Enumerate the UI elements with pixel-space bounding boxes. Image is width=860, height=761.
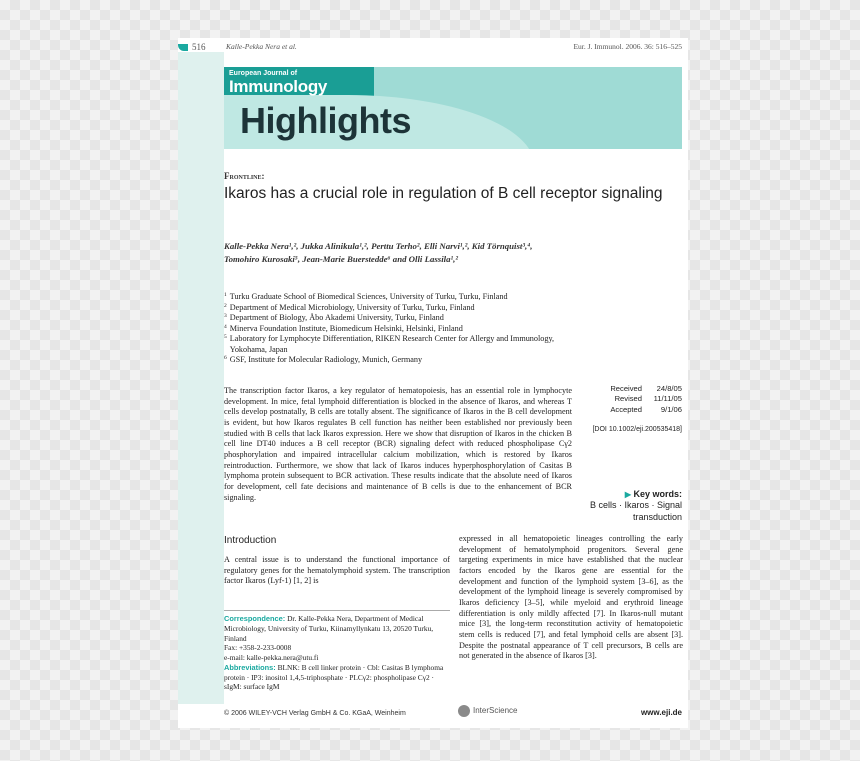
journal-page [178, 38, 688, 728]
affiliation-item [224, 334, 574, 355]
affiliation-number: 5 [224, 334, 227, 340]
abstract: The transcription factor Ikaros, a key regulator of hematopoiesis, has an essential role in lymphocyte development. In mice, fetal lymphoid differentiation is blocked in the absence of Ikaros, and whereas T cells develop postnatally, B cells are totally absent. The significance of Ikaros in the B cell development is evident, but how Ikaros regulates B cell function has neither been established nor previously been studied with B cells that lack Ikaros expression. Here we show that disruption of Ikaros in the chicken B cell line DT40 induces a B cell receptor (BCR) signaling defect with reduced phospholipase Cγ2 phosphorylation and impaired intracellular calcium mobilization, which is restored by Ikaros reintroduction. Furthermore, we show that lack of Ikaros induces hyperphosphorylation of Casitas B lymphoma protein subsequent to BCR activation. These results indicate that the absolute need of Ikaros for development, cell fate decisions and maintenance of B cells is due to the enhancement of BCR signaling. [224, 386, 572, 502]
affiliation-text: GSF, Institute for Molecular Radiology, Munich, Germany [229, 355, 423, 364]
affiliation-text: Turku Graduate School of Biomedical Sciences, University of Turku, Turku, Finland [229, 292, 508, 301]
affiliation-number: 3 [224, 313, 227, 319]
wiley-logo-icon [458, 705, 470, 717]
affiliation-number: 2 [224, 302, 227, 309]
page-number: 516 [178, 42, 206, 54]
affiliation-number: 4 [224, 323, 227, 330]
affiliation-item [224, 303, 574, 314]
author-list: Kalle-Pekka Nera¹,², Jukka Alinikula¹,², Perttu Terho², Elli Narvi¹,², Kid Törnquist³,⁴, Tomohiro Kurosaki⁵, Jean-Marie Buerstedde⁶ and Olli Lassila¹,² [224, 241, 533, 265]
journal-url[interactable]: www.eji.de [640, 708, 682, 717]
correspondence-block [224, 614, 450, 692]
keywords: B cells · Ikaros · Signal transduction [589, 500, 682, 522]
margin-strip [178, 52, 224, 704]
affiliation-item [224, 355, 574, 366]
correspondence-email[interactable]: e-mail: kalle-pekka.nera@utu.fi [224, 653, 319, 663]
journal-name-small: European Journal of [229, 70, 298, 77]
affiliation-number: 6 [224, 355, 227, 361]
affiliations [224, 292, 574, 366]
affiliation-item [224, 324, 574, 335]
correspondence-label: Correspondence: [224, 614, 286, 623]
highlights-banner [224, 67, 682, 149]
date-value: 11/11/05 [653, 394, 682, 404]
correspondence-address: Dr. Kalle-Pekka Nera, Department of Medical Microbiology, University of Turku, Kiinamyllynkatu 13, 20520 Turku, Finland [224, 614, 434, 643]
arrow-right-icon: ▶ [624, 490, 631, 499]
journal-name-large: Immunology [229, 77, 328, 96]
affiliation-item [224, 292, 574, 303]
date-row [582, 384, 682, 394]
date-label: Received [610, 384, 642, 393]
interscience-logo: InterScience [458, 705, 517, 717]
correspondence-fax: Fax: +358-2-233-0008 [224, 643, 292, 653]
intro-paragraph: A central issue is to understand the functional importance of regulatory genes for the hematolymphoid system. The transcription factor Ikaros (Lyf-1) [1, 2] is [224, 555, 450, 586]
date-row [582, 394, 682, 404]
right-column-text: expressed in all hematopoietic lineages controlling the early development of hematolymphoid progenitors. Several gene targeting experiments in mice have established that the nuclear factors encoded by the Ikaros gene are essential for the development and function of the lymphoid system [3–6], as the development of the lymphoid lineage is severely compromised by Ikaros deficiency [3–5], while myeloid and erythroid lineage differentiation is only mildly affected [7]. In Ikaros-null mutant mice [3], the long-term reconstitution activity of hematopoietic stem cells is reduced [7], and fetal lymphoid cells are absent [3]. Despite the postnatal appearance of T cell precursors, B cells are not generated in the absence of Ikaros [3]. [459, 534, 683, 661]
abbreviations-label: Abbreviations: [224, 662, 276, 672]
frontline-label: Frontline: [224, 171, 265, 181]
affiliation-item [224, 313, 574, 324]
date-row [582, 405, 682, 415]
running-author: Kalle-Pekka Nera et al. [226, 42, 297, 51]
intro-heading: Introduction [224, 535, 277, 546]
affiliation-text: Laboratory for Lymphocyte Differentiation, RIKEN Research Center for Allergy and Immunology, Yokohama, Japan [229, 334, 555, 354]
keywords-heading: ▶ Key words: [624, 489, 682, 499]
article-title: Ikaros has a crucial role in regulation of B cell receptor signaling [224, 185, 663, 202]
article-dates [582, 384, 682, 415]
running-journal: Eur. J. Immunol. 2006. 36: 516–525 [573, 42, 682, 51]
page-tab-icon [178, 44, 188, 51]
doi: [DOI 10.1002/eji.200535418] [592, 426, 682, 433]
correspondence-rule [224, 610, 450, 611]
date-label: Revised [614, 394, 642, 404]
abbreviations-text: BLNK: B cell linker protein · Cbl: Casitas B lymphoma protein · IP3: inositol 1,4,5-triphosphate · PLCγ2: phospholipase Cγ2 · sIgM: surface IgM [224, 662, 444, 692]
copyright: © 2006 WILEY-VCH Verlag GmbH & Co. KGaA, Weinheim [224, 710, 406, 717]
date-value: 9/1/06 [660, 404, 682, 414]
affiliation-text: Minerva Foundation Institute, Biomedicum Helsinki, Helsinki, Finland [229, 323, 463, 333]
date-value: 24/8/05 [656, 384, 682, 393]
section-title: Highlights [240, 100, 411, 141]
date-label: Accepted [610, 404, 642, 414]
affiliation-text: Department of Medical Microbiology, University of Turku, Turku, Finland [229, 302, 475, 312]
affiliation-text: Department of Biology, Åbo Akademi University, Turku, Finland [229, 313, 444, 322]
affiliation-number: 1 [224, 292, 227, 298]
